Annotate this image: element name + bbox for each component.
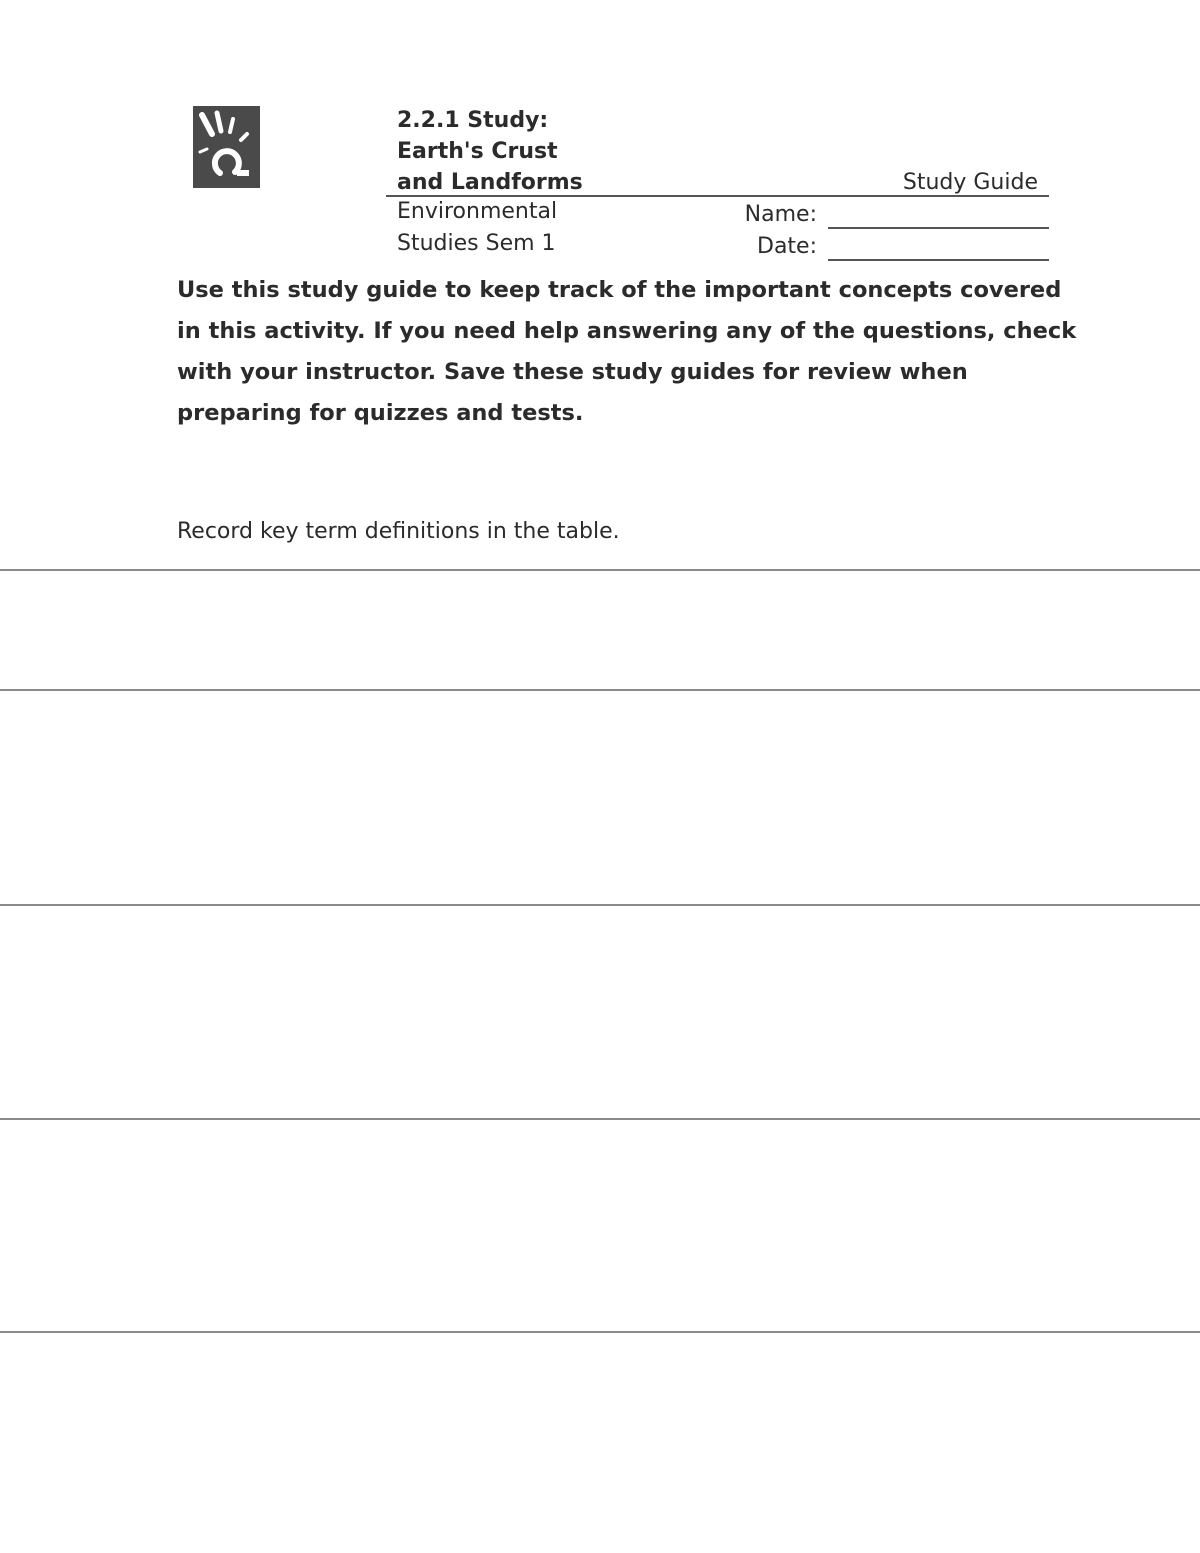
table-row-divider — [0, 1331, 1200, 1333]
title-line: Earth's Crust — [397, 139, 558, 164]
instruction-text: Record key term definitions in the table. — [177, 519, 620, 544]
name-label: Name: — [744, 202, 817, 227]
table-row-divider — [0, 569, 1200, 571]
table-row-divider — [0, 689, 1200, 691]
document-type-label: Study Guide — [902, 170, 1038, 195]
course-line: Environmental — [397, 199, 558, 224]
table-row-divider — [0, 1118, 1200, 1120]
date-label: Date: — [757, 234, 817, 259]
title-line: 2.2.1 Study: — [397, 108, 549, 133]
course-line: Studies Sem 1 — [397, 231, 556, 256]
intro-paragraph: Use this study guide to keep track of the important concepts covered in this activity. If you need help answering any of the questions, check with your instructor. Save these study guides for review when preparing for quizzes and tests. — [177, 277, 1077, 426]
course-name — [397, 196, 557, 260]
table-row-divider — [0, 904, 1200, 906]
name-field[interactable] — [828, 227, 1049, 229]
title-line: and Landforms — [397, 170, 583, 195]
date-field[interactable] — [828, 259, 1049, 261]
page-title — [397, 105, 583, 198]
logo-icon — [193, 106, 260, 188]
